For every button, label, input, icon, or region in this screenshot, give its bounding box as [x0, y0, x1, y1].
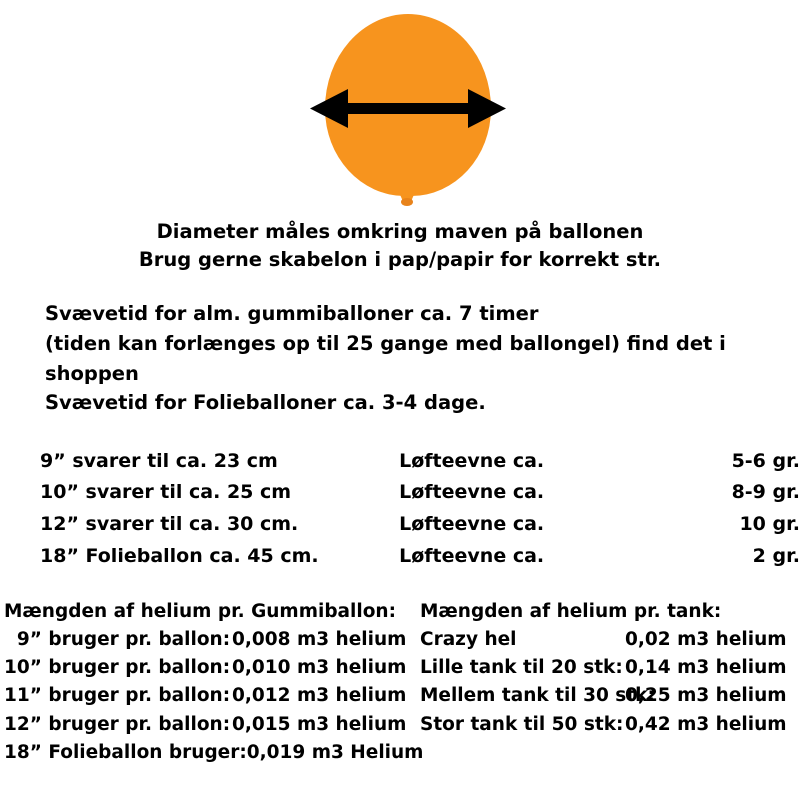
size-cell: 10” svarer til ca. 25 cm — [40, 481, 292, 504]
table-row — [0, 477, 800, 509]
lift-value-cell: 2 gr. — [752, 544, 800, 567]
lift-label-cell: Løfteevne ca. — [399, 512, 545, 535]
float-time-line-3: Svævetid for Folieballoner ca. 3-4 dage. — [45, 391, 486, 415]
foil-balloon-usage-row: 18” Folieballon bruger:0,019 m3 Helium — [4, 741, 424, 763]
list-item — [4, 682, 420, 710]
size-cell: 12” svarer til ca. 30 cm. — [40, 512, 299, 535]
helium-per-balloon-heading: Mængden af helium pr. Gummiballon: — [4, 601, 397, 623]
lift-value-cell: 5-6 gr. — [731, 449, 800, 472]
intro-line-1: Diameter måles omkring maven på ballonen — [156, 220, 644, 243]
balloon-knot-icon — [401, 198, 413, 206]
lift-label-cell: Løfteevne ca. — [399, 449, 545, 472]
helium-per-tank-column — [420, 598, 800, 767]
helium-usage-section — [0, 598, 800, 767]
float-time-line-2: (tiden kan forlænges op til 25 gange med ballongel) find det i shoppen — [45, 332, 726, 385]
lift-value-cell: 8-9 gr. — [731, 481, 800, 504]
balloon-size-label: 9” bruger pr. ballon: — [4, 629, 231, 651]
balloon-size-label: 12” bruger pr. ballon: — [4, 713, 231, 735]
helium-per-balloon-column — [0, 598, 424, 767]
balloon-helium-value: 0,008 m3 helium — [232, 629, 407, 651]
helium-per-tank-heading: Mængden af helium pr. tank: — [420, 601, 722, 623]
list-item — [4, 711, 420, 739]
balloon-illustration — [0, 0, 800, 212]
table-row — [0, 509, 800, 541]
balloon-size-label: 10” bruger pr. ballon: — [4, 657, 231, 679]
table-row — [0, 446, 800, 478]
tank-label: Crazy hel — [420, 629, 517, 651]
float-time-block — [0, 299, 800, 418]
double-headed-diameter-arrow-icon — [310, 86, 506, 132]
tank-label: Stor tank til 50 stk: — [420, 713, 624, 735]
balloon-size-label: 11” bruger pr. ballon: — [4, 685, 231, 707]
size-lift-table — [0, 446, 800, 572]
lift-value-cell: 10 gr. — [739, 512, 800, 535]
balloon-helium-value: 0,012 m3 helium — [232, 685, 407, 707]
tank-helium-value: 0,42 m3 helium — [625, 713, 787, 735]
list-item — [420, 626, 800, 654]
intro-text — [0, 218, 800, 273]
lift-label-cell: Løfteevne ca. — [399, 544, 545, 567]
float-time-line-1: Svævetid for alm. gummiballoner ca. 7 timer — [45, 302, 539, 326]
list-item — [4, 654, 420, 682]
tank-helium-value: 0,02 m3 helium — [625, 629, 787, 651]
tank-helium-value: 0,25 m3 helium — [625, 685, 787, 707]
balloon-helium-value: 0,015 m3 helium — [232, 713, 407, 735]
list-item — [420, 682, 800, 710]
size-cell: 18” Folieballon ca. 45 cm. — [40, 544, 319, 567]
list-item — [420, 711, 800, 739]
size-cell: 9” svarer til ca. 23 cm — [40, 449, 278, 472]
list-item — [420, 654, 800, 682]
lift-label-cell: Løfteevne ca. — [399, 481, 545, 504]
table-row — [0, 541, 800, 573]
tank-label: Mellem tank til 30 stk: — [420, 685, 655, 707]
tank-helium-value: 0,14 m3 helium — [625, 657, 787, 679]
intro-line-2: Brug gerne skabelon i pap/papir for korrekt str. — [138, 247, 662, 271]
tank-label: Lille tank til 20 stk: — [420, 657, 623, 679]
list-item — [4, 626, 420, 654]
balloon-helium-value: 0,010 m3 helium — [232, 657, 407, 679]
